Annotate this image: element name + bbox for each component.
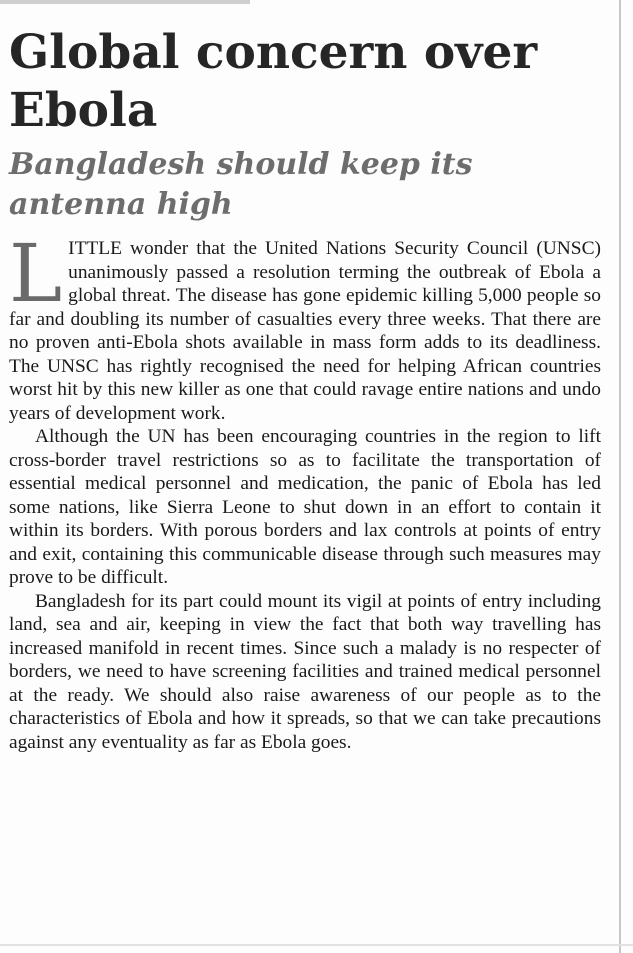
top-divider	[0, 0, 250, 4]
paragraph-3: Bangladesh for its part could mount its vigil at points of entry including land, sea and air, keeping in view the fact that both way travelling has increased manifold in recent times. Since such a malady is no respecter of borders, we need to have screening facilities and trained medical personnel at the ready. We should also raise awareness of our people as to the characteristics of Ebola and how it spreads, so that we can take precautions against any eventuality as far as Ebola goes.	[9, 590, 601, 753]
editorial-article	[9, 24, 601, 754]
paragraph-2: Although the UN has been encouraging countries in the region to lift cross-border travel restrictions so as to facilitate the transportation of essential medical personnel and medication, the panic of Ebola has led some nations, like Sierra Leone to shut down in an effort to contain it within its borders. With porous borders and lax controls at points of entry and exit, containing this communicable disease through such measures may prove to be difficult.	[9, 426, 601, 588]
article-body	[9, 227, 601, 754]
paragraph-1-text: wonder that the United Nations Security Council (UNSC) unanimously passed a resolution terming the outbreak of Ebola a global threat. The disease has gone epidemic killing 5,000 people so far and doubling its number of casualties every three weeks. That there are no proven anti-Ebola shots available in mass form adds to its deadliness. The UNSC has rightly recognised the need for helping African countries worst hit by this new killer as one that could ravage entire nations and undo years of development work.	[9, 238, 601, 424]
drop-cap: L	[9, 227, 63, 320]
subheadline: Bangladesh should keep its antenna high	[9, 147, 473, 222]
paragraph-1	[9, 227, 601, 425]
headline: Global concern over Ebola	[9, 25, 538, 138]
bottom-divider	[0, 944, 633, 946]
column-divider	[619, 0, 621, 953]
paragraph-1-lead: ITTLE	[68, 238, 122, 259]
